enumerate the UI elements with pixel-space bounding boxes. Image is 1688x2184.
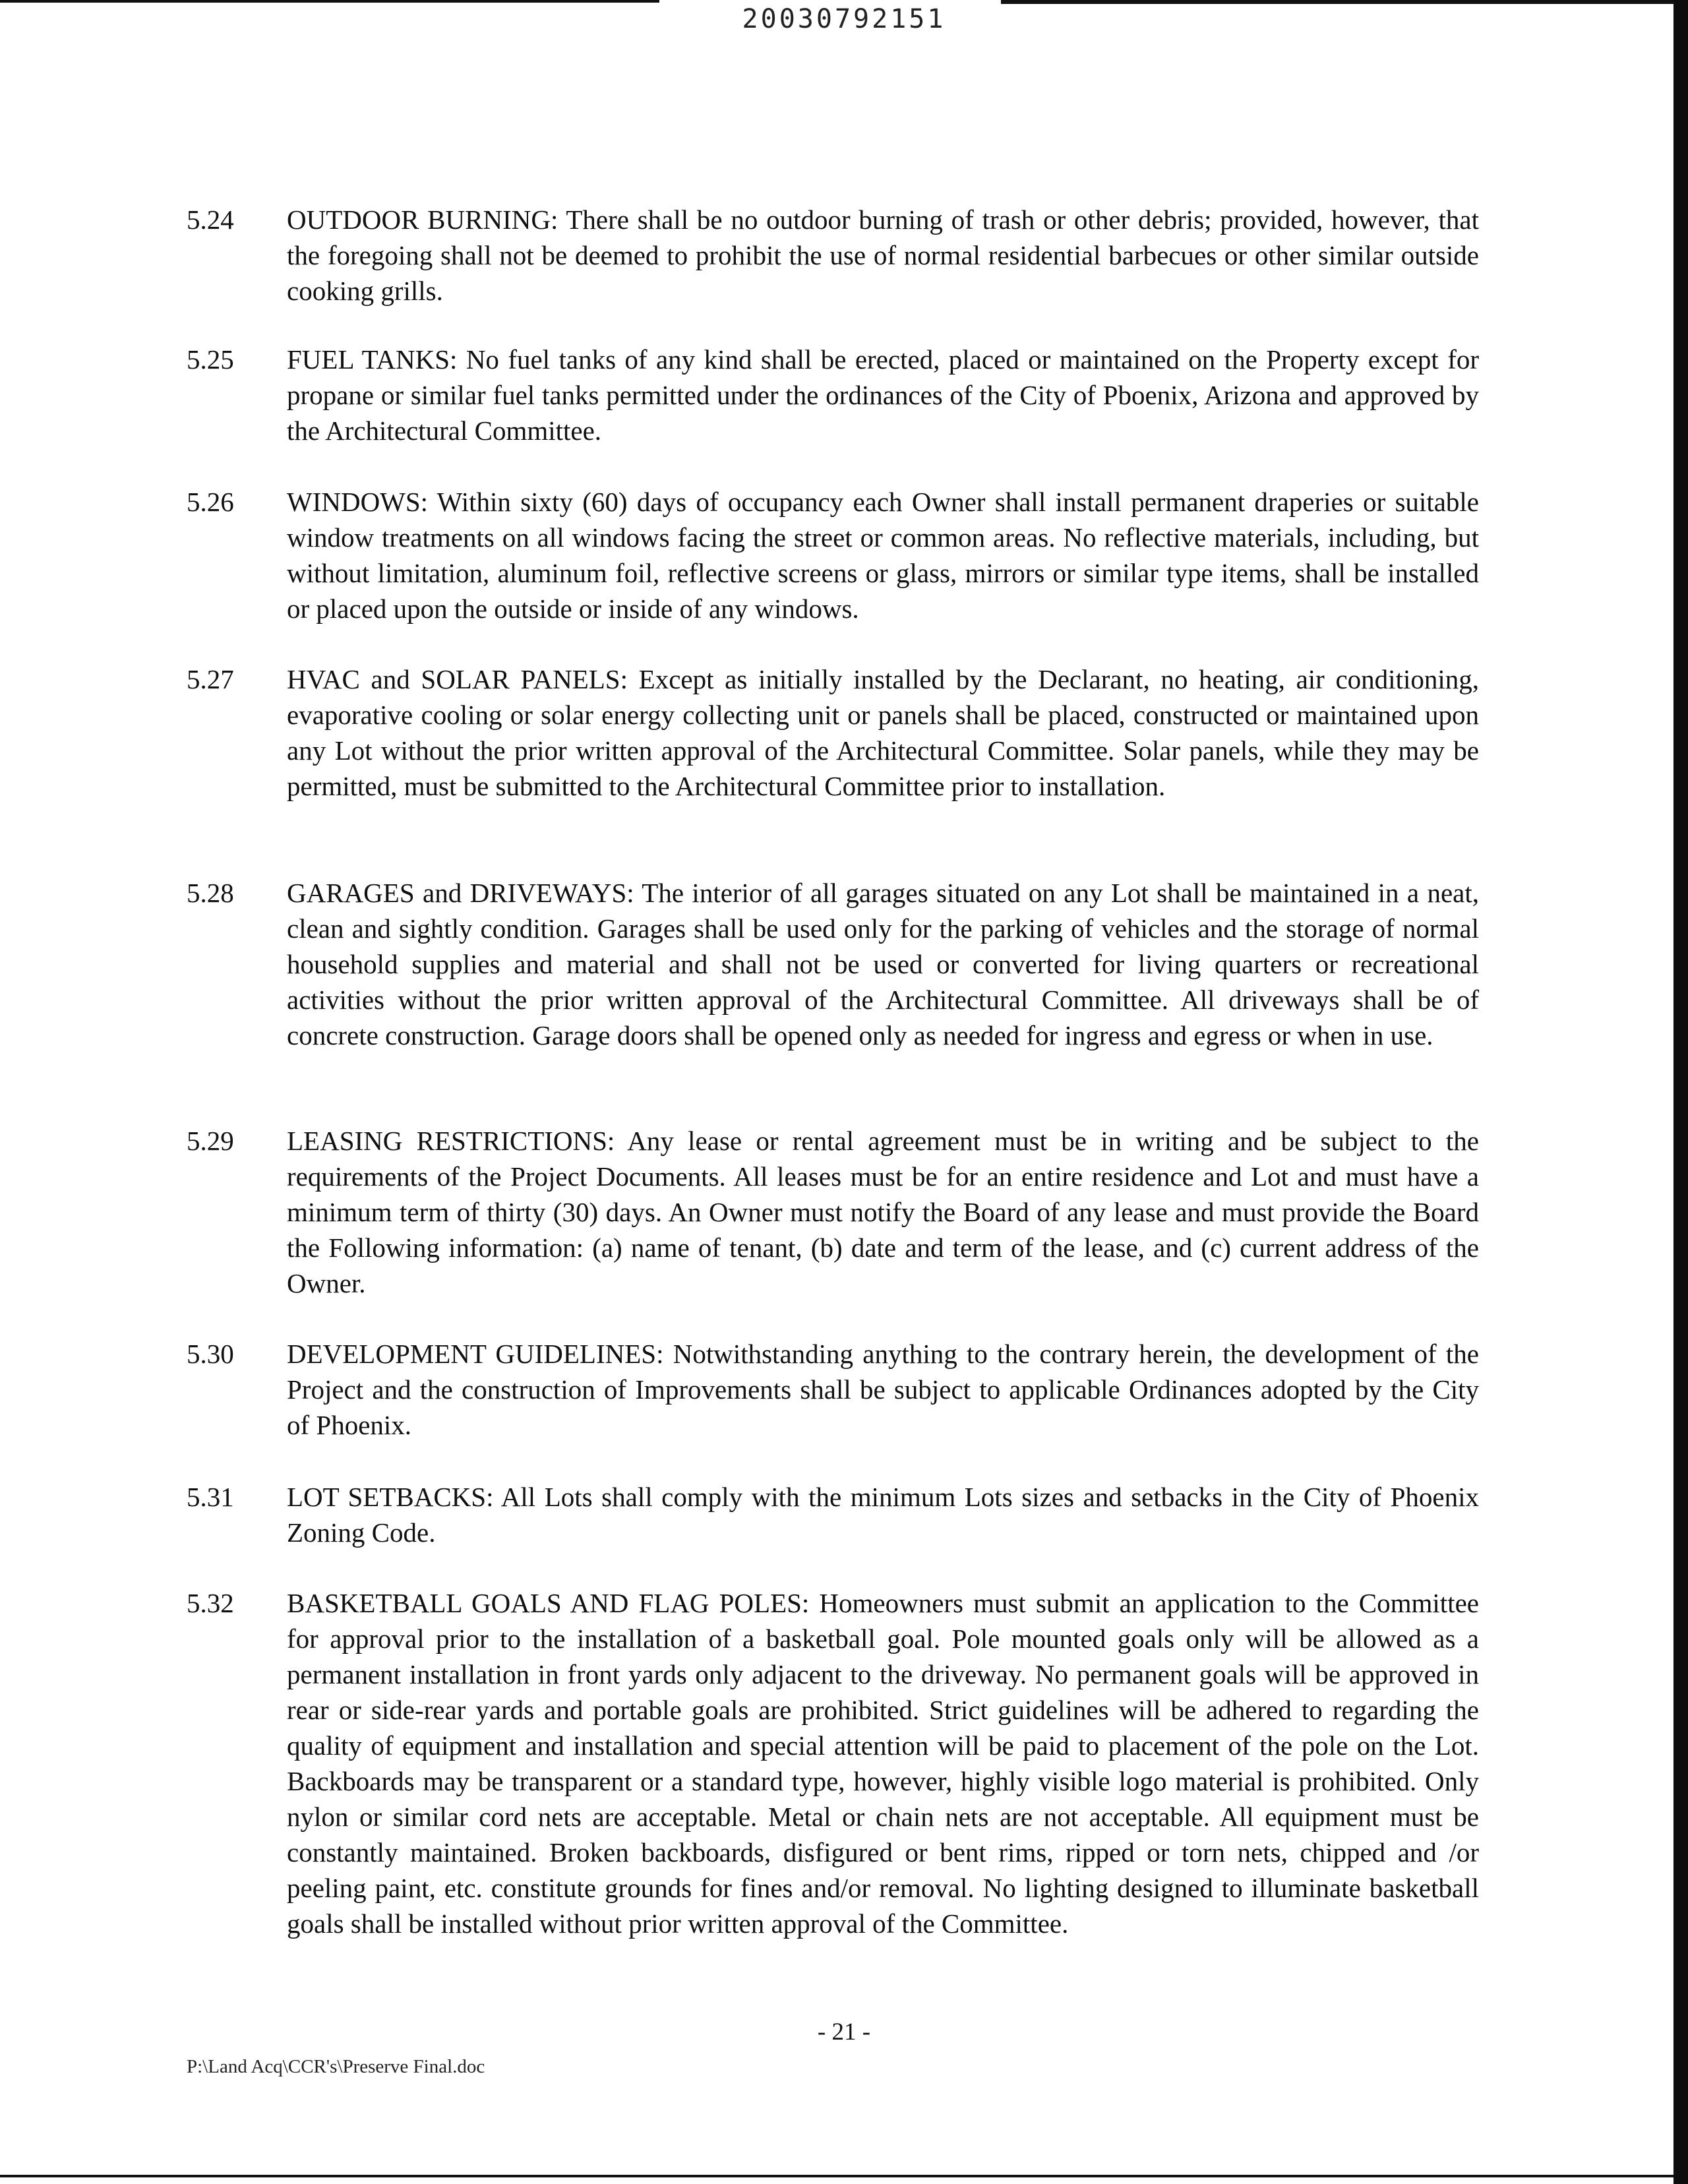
section-text: DEVELOPMENT GUIDELINES: Notwithstanding anything to the contrary herein, the development of the Project and the construction of Improvements shall be subject to applicable Ordinances adopted by the City of Phoenix.	[287, 1339, 1479, 1440]
section-number: 5.29	[187, 1126, 234, 1156]
section-5-28	[187, 875, 1479, 1053]
page-number: - 21 -	[817, 2018, 871, 2046]
section-text: HVAC and SOLAR PANELS: Except as initially installed by the Declarant, no heating, air conditioning, evaporative cooling or solar energy collecting unit or panels shall be placed, constructed or maintained upon any Lot without the prior written approval of the Architectural Committee. Solar panels, while they may be permitted, must be submitted to the Architectural Committee prior to installation.	[287, 664, 1479, 801]
document-number: 20030792151	[742, 4, 946, 34]
section-text: LEASING RESTRICTIONS: Any lease or rental agreement must be in writing and be subject to the requirements of the Project Documents. All leases must be for an entire residence and Lot and must have a minimum term of thirty (30) days. An Owner must notify the Board of any lease and must provide the Board the Following information: (a) name of tenant, (b) date and term of the lease, and (c) current address of the Owner.	[287, 1126, 1479, 1298]
file-path: P:\Land Acq\CCR's\Preserve Final.doc	[187, 2056, 485, 2077]
section-5-24	[187, 202, 1479, 309]
section-number: 5.28	[187, 878, 234, 908]
section-number: 5.25	[187, 344, 234, 375]
section-5-32	[187, 1585, 1479, 1941]
section-5-26	[187, 484, 1479, 626]
scan-top-border-left	[0, 0, 659, 3]
scan-right-border	[1673, 0, 1688, 2184]
section-number: 5.32	[187, 1588, 234, 1618]
section-number: 5.31	[187, 1482, 234, 1512]
section-5-27	[187, 661, 1479, 804]
scan-bottom-border	[0, 2175, 1673, 2177]
section-number: 5.30	[187, 1339, 234, 1369]
section-5-29	[187, 1123, 1479, 1301]
section-number: 5.26	[187, 487, 234, 517]
section-text: GARAGES and DRIVEWAYS: The interior of all garages situated on any Lot shall be maintained in a neat, clean and sightly condition. Garages shall be used only for the parking of vehicles and the storage of normal household supplies and material and shall not be used or converted for living quarters or recreational activities without the prior written approval of the Architectural Committee. All driveways shall be of concrete construction. Garage doors shall be opened only as needed for ingress and egress or when in use.	[287, 878, 1479, 1050]
section-text: FUEL TANKS: No fuel tanks of any kind shall be erected, placed or maintained on the Property except for propane or similar fuel tanks permitted under the ordinances of the City of Pboenix, Arizona and approved by the Architectural Committee.	[287, 344, 1479, 446]
section-number: 5.27	[187, 664, 234, 694]
section-text: LOT SETBACKS: All Lots shall comply with the minimum Lots sizes and setbacks in the City of Phoenix Zoning Code.	[287, 1482, 1479, 1548]
section-text: WINDOWS: Within sixty (60) days of occupancy each Owner shall install permanent draperies or suitable window treatments on all windows facing the street or common areas. No reflective materials, including, but without limitation, aluminum foil, reflective screens or glass, mirrors or similar type items, shall be installed or placed upon the outside or inside of any windows.	[287, 487, 1479, 624]
section-5-25	[187, 342, 1479, 448]
section-5-31	[187, 1479, 1479, 1550]
section-number: 5.24	[187, 204, 234, 235]
section-5-30	[187, 1336, 1479, 1443]
section-text: OUTDOOR BURNING: There shall be no outdoor burning of trash or other debris; provided, however, that the foregoing shall not be deemed to prohibit the use of normal residential barbecues or other similar outside cooking grills.	[287, 204, 1479, 306]
section-text: BASKETBALL GOALS AND FLAG POLES: Homeowners must submit an application to the Committee for approval prior to the installation of a basketball goal. Pole mounted goals only will be allowed as a permanent installation in front yards only adjacent to the driveway. No permanent goals will be approved in rear or side-rear yards and portable goals are prohibited. Strict guidelines will be adhered to regarding the quality of equipment and installation and special attention will be paid to placement of the pole on the Lot. Backboards may be transparent or a standard type, however, highly visible logo material is prohibited. Only nylon or similar cord nets are acceptable. Metal or chain nets are not acceptable. All equipment must be constantly maintained. Broken backboards, disfigured or bent rims, ripped or torn nets, chipped and /or peeling paint, etc. constitute grounds for fines and/or removal. No lighting designed to illuminate basketball goals shall be installed without prior written approval of the Committee.	[287, 1588, 1479, 1939]
